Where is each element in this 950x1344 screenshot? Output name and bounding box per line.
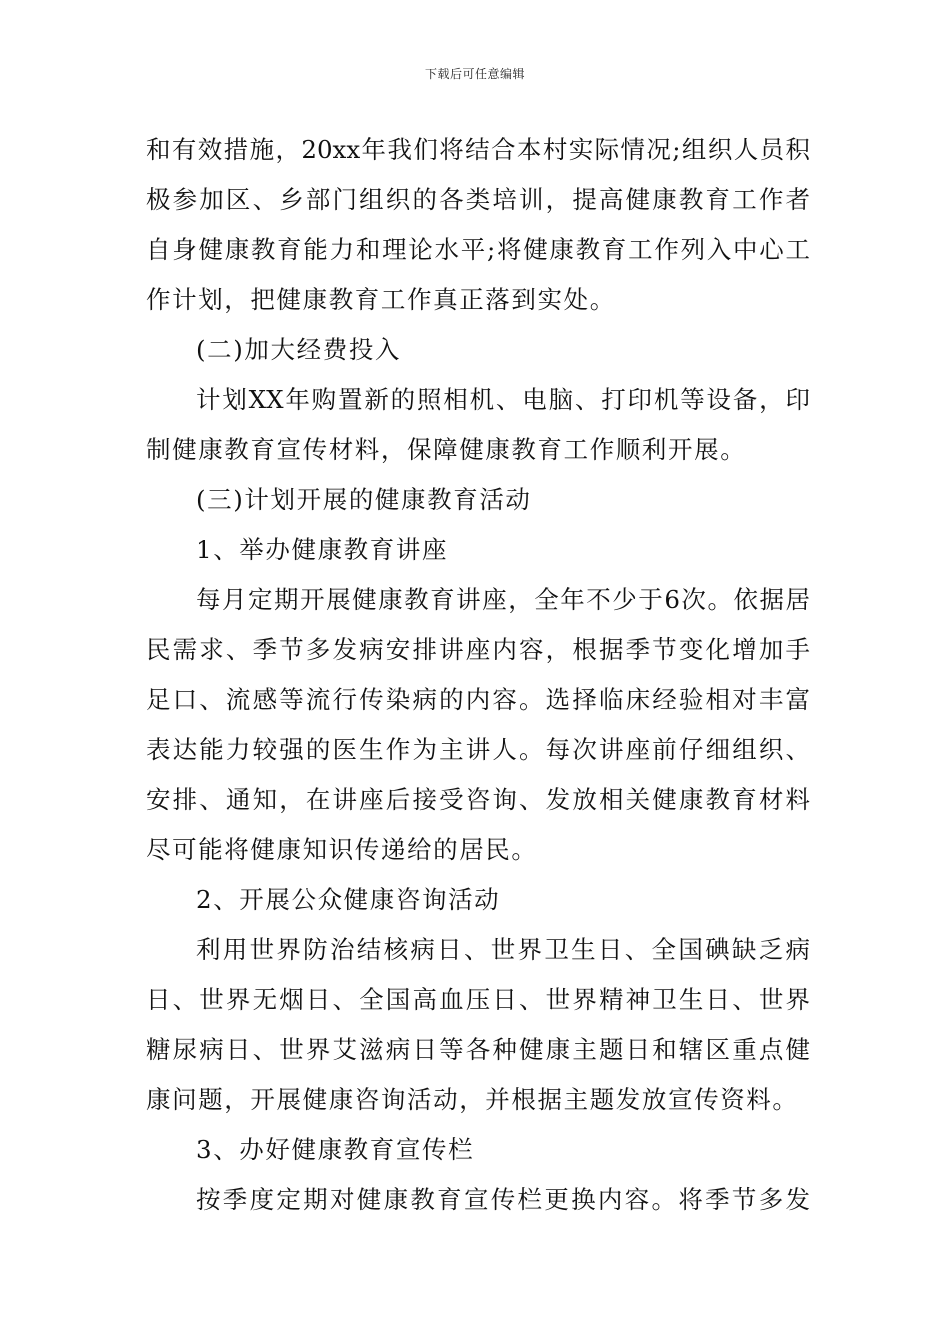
section-heading: (二)加大经费投入 xyxy=(196,335,402,364)
section-heading: (三)计划开展的健康教育活动 xyxy=(196,485,532,514)
paragraph-line: 按季度定期对健康教育宣传栏更换内容。将季节多发 xyxy=(196,1185,810,1214)
paragraph-line: 利用世界防治结核病日、世界卫生日、全国碘缺乏病 xyxy=(196,935,810,964)
paragraph-line: 足口、流感等流行传染病的内容。选择临床经验相对丰富 xyxy=(146,685,810,714)
paragraph-line: 日、世界无烟日、全国高血压日、世界精神卫生日、世界 xyxy=(146,985,810,1014)
subsection-heading: 3、办好健康教育宣传栏 xyxy=(196,1135,475,1164)
paragraph-line: 糖尿病日、世界艾滋病日等各种健康主题日和辖区重点健 xyxy=(146,1035,810,1064)
paragraph-line: 制健康教育宣传材料，保障健康教育工作顺利开展。 xyxy=(146,435,747,464)
paragraph-line: 极参加区、乡部门组织的各类培训，提高健康教育工作者 xyxy=(146,185,810,214)
paragraph-line: 计划XX年购置新的照相机、电脑、打印机等设备，印 xyxy=(196,385,810,414)
subsection-heading: 1、举办健康教育讲座 xyxy=(196,535,449,564)
paragraph-line: 作计划，把健康教育工作真正落到实处。 xyxy=(146,285,616,314)
paragraph-line: 和有效措施，20xx年我们将结合本村实际情况;组织人员积 xyxy=(146,135,810,164)
paragraph-line: 民需求、季节多发病安排讲座内容，根据季节变化增加手 xyxy=(146,635,810,664)
paragraph-line: 每月定期开展健康教育讲座，全年不少于6次。依据居 xyxy=(196,585,810,614)
subsection-heading: 2、开展公众健康咨询活动 xyxy=(196,885,501,914)
paragraph-line: 表达能力较强的医生作为主讲人。每次讲座前仔细组织、 xyxy=(146,735,810,764)
paragraph-line: 尽可能将健康知识传递给的居民。 xyxy=(146,835,538,864)
page-header: 下载后可任意编辑 xyxy=(424,67,525,81)
paragraph-line: 安排、通知，在讲座后接受咨询、发放相关健康教育材料 xyxy=(146,785,810,814)
paragraph-line: 康问题，开展健康咨询活动，并根据主题发放宣传资料。 xyxy=(146,1085,799,1114)
paragraph-line: 自身健康教育能力和理论水平;将健康教育工作列入中心工 xyxy=(146,235,810,264)
